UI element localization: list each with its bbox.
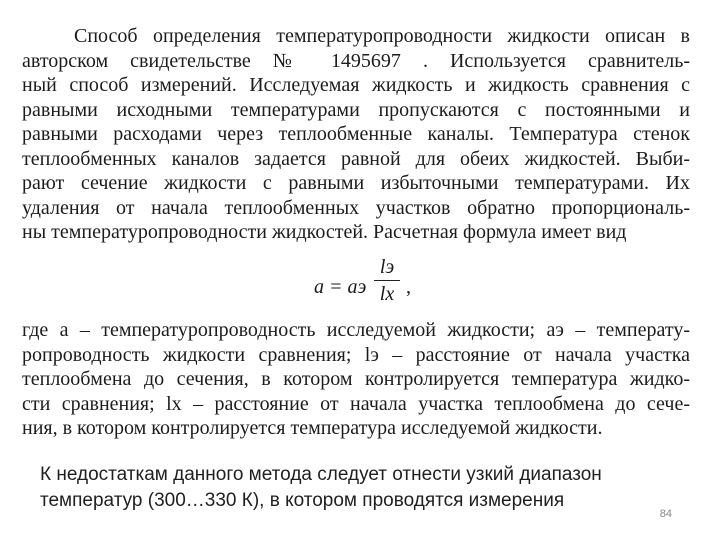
text-line: где a – температуропроводность исследуемой жидкости; aэ – температу-: [22, 319, 690, 341]
footer-line: К недостаткам данного метода следует отнести узкий диапазон: [40, 464, 602, 485]
text-line: авторском свидетельстве № 1495697 . Используется сравнитель-: [22, 49, 690, 72]
formula-denominator: lx: [379, 283, 395, 305]
footer-note: [40, 462, 600, 514]
paragraph-1: [22, 24, 690, 245]
text-line: ный способ измерений. Исследуемая жидкость и жидкость сравнения с: [22, 74, 690, 96]
text-line: ния, в котором контролируется температура исследуемой жидкости.: [22, 417, 603, 439]
formula: [314, 256, 424, 312]
text-line: теплообменных каналов задается равной для обеих жидкостей. Выби-: [22, 147, 690, 170]
formula-lhs: a = aэ: [314, 276, 367, 298]
formula-fraction: [374, 256, 400, 306]
text-line: равными исходными температурами пропускаются с постоянными и: [22, 98, 690, 121]
footer-line: температур (300…330 К), в котором проводятся измерения: [40, 490, 565, 511]
paragraph-2: [22, 318, 690, 441]
formula-numerator: lэ: [379, 256, 395, 278]
fraction-bar: [374, 280, 400, 281]
text-line: ропроводность жидкости сравнения; lэ – расстояние от начала участка: [22, 343, 690, 366]
text-line: удаления от начала теплообменных участков обратно пропорциональ-: [22, 196, 690, 219]
page-number: 84: [659, 508, 672, 520]
text-line: сти сравнения; lx – расстояние от начала участка теплообмена до сече-: [22, 392, 690, 415]
text-line: Способ определения температуропроводности жидкости описан в: [74, 25, 690, 47]
text-line: рают сечение жидкости с равными избыточными температурами. Их: [22, 172, 690, 194]
text-line: равными расходами через теплообменные каналы. Температура стенок: [22, 123, 690, 145]
text-line: ны температуропроводности жидкостей. Расчетная формула имеет вид: [22, 221, 627, 243]
text-line: теплообмена до сечения, в котором контролируется температура жидко-: [22, 368, 690, 390]
formula-comma: ,: [406, 276, 411, 298]
